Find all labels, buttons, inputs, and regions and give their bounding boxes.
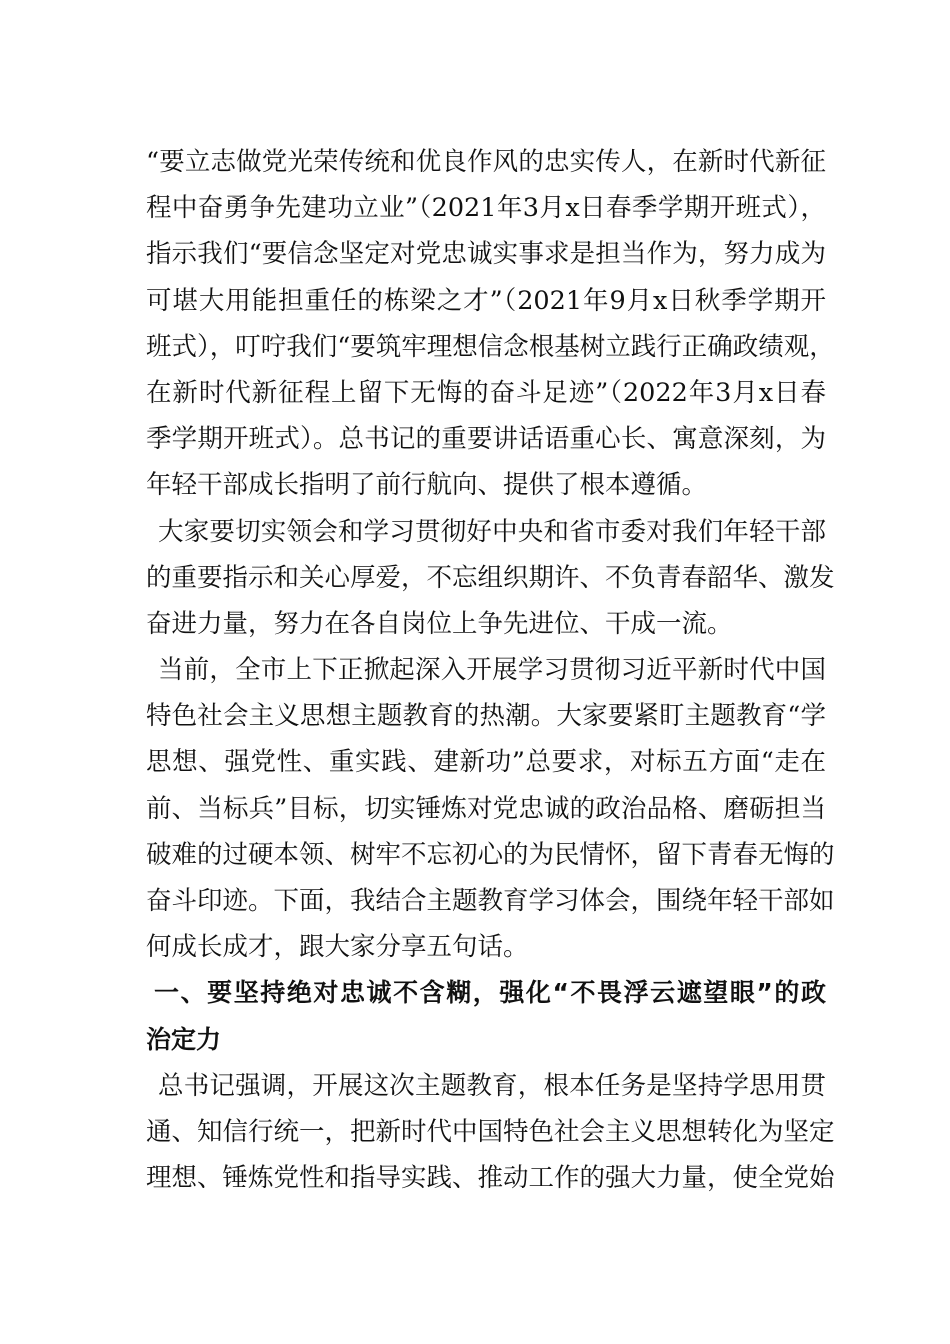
text-line: 当前，全市上下正掀起深入开展学习贯彻习近平新时代中国 (158, 655, 826, 686)
text-line: 理想、锤炼党性和指导实践、推动工作的强大力量，使全党始 (146, 1163, 835, 1194)
text-line: 奋进力量，努力在各自岗位上争先进位、干成一流。 (146, 608, 733, 639)
text-line: 大家要切实领会和学习贯彻好中央和省市委对我们年轻干部 (158, 516, 826, 547)
text-line: 通、知信行统一，把新时代中国特色社会主义思想转化为坚定 (146, 1116, 835, 1147)
text-line: 奋斗印迹。下面，我结合主题教育学习体会，围绕年轻干部如 (146, 886, 835, 916)
text-line: 总书记强调，开展这次主题教育，根本任务是坚持学思用贯 (158, 1070, 826, 1101)
section-heading (146, 970, 826, 1062)
text-line: 班式），叮咛我们“要筑牢理想信念根基树立践行正确政绩观， (146, 331, 835, 362)
text-line: 思想、强党性、重实践、建新功”总要求，对标五方面“走在 (146, 747, 826, 778)
text-line: 年轻干部成长指明了前行航向、提供了根本遵循。 (146, 470, 708, 501)
text-line: 破难的过硬本领、树牢不忘初心的为民情怀，留下青春无悔的 (146, 839, 835, 870)
text-line: 可堪大用能担重任的栋梁之才”（2021年9月x日秋季学期开 (146, 285, 826, 316)
document-page (146, 139, 835, 1201)
text-line: “要立志做党光荣传统和优良作风的忠实传人，在新时代新征 (146, 147, 826, 177)
text-line: 特色社会主义思想主题教育的热潮。大家要紧盯主题教育“学 (146, 701, 826, 732)
heading-line: 治定力 (146, 1024, 222, 1054)
text-line: 在新时代新征程上留下无悔的奋斗足迹”（2022年3月x日春 (146, 377, 826, 408)
text-line: 指示我们“要信念坚定对党忠诚实事求是担当作为，努力成为 (146, 239, 826, 270)
text-line: 程中奋勇争先建功立业”（2021年3月x日春季学期开班式）， (146, 193, 826, 224)
heading-line: 一、要坚持绝对忠诚不含糊，强化“不畏浮云遮望眼”的政 (154, 978, 826, 1008)
paragraph-quotes (146, 139, 835, 509)
paragraph-instructions (146, 509, 835, 648)
paragraph-current (146, 647, 835, 970)
text-line: 何成长成才，跟大家分享五句话。 (146, 932, 529, 963)
text-line: 的重要指示和关心厚爱，不忘组织期许、不负青春韶华、激发 (146, 562, 835, 593)
text-line: 季学期开班式）。总书记的重要讲话语重心长、寓意深刻，为 (146, 424, 826, 455)
paragraph-section-body (146, 1063, 835, 1202)
text-line: 前、当标兵”目标，切实锤炼对党忠诚的政治品格、磨砺担当 (146, 793, 826, 824)
